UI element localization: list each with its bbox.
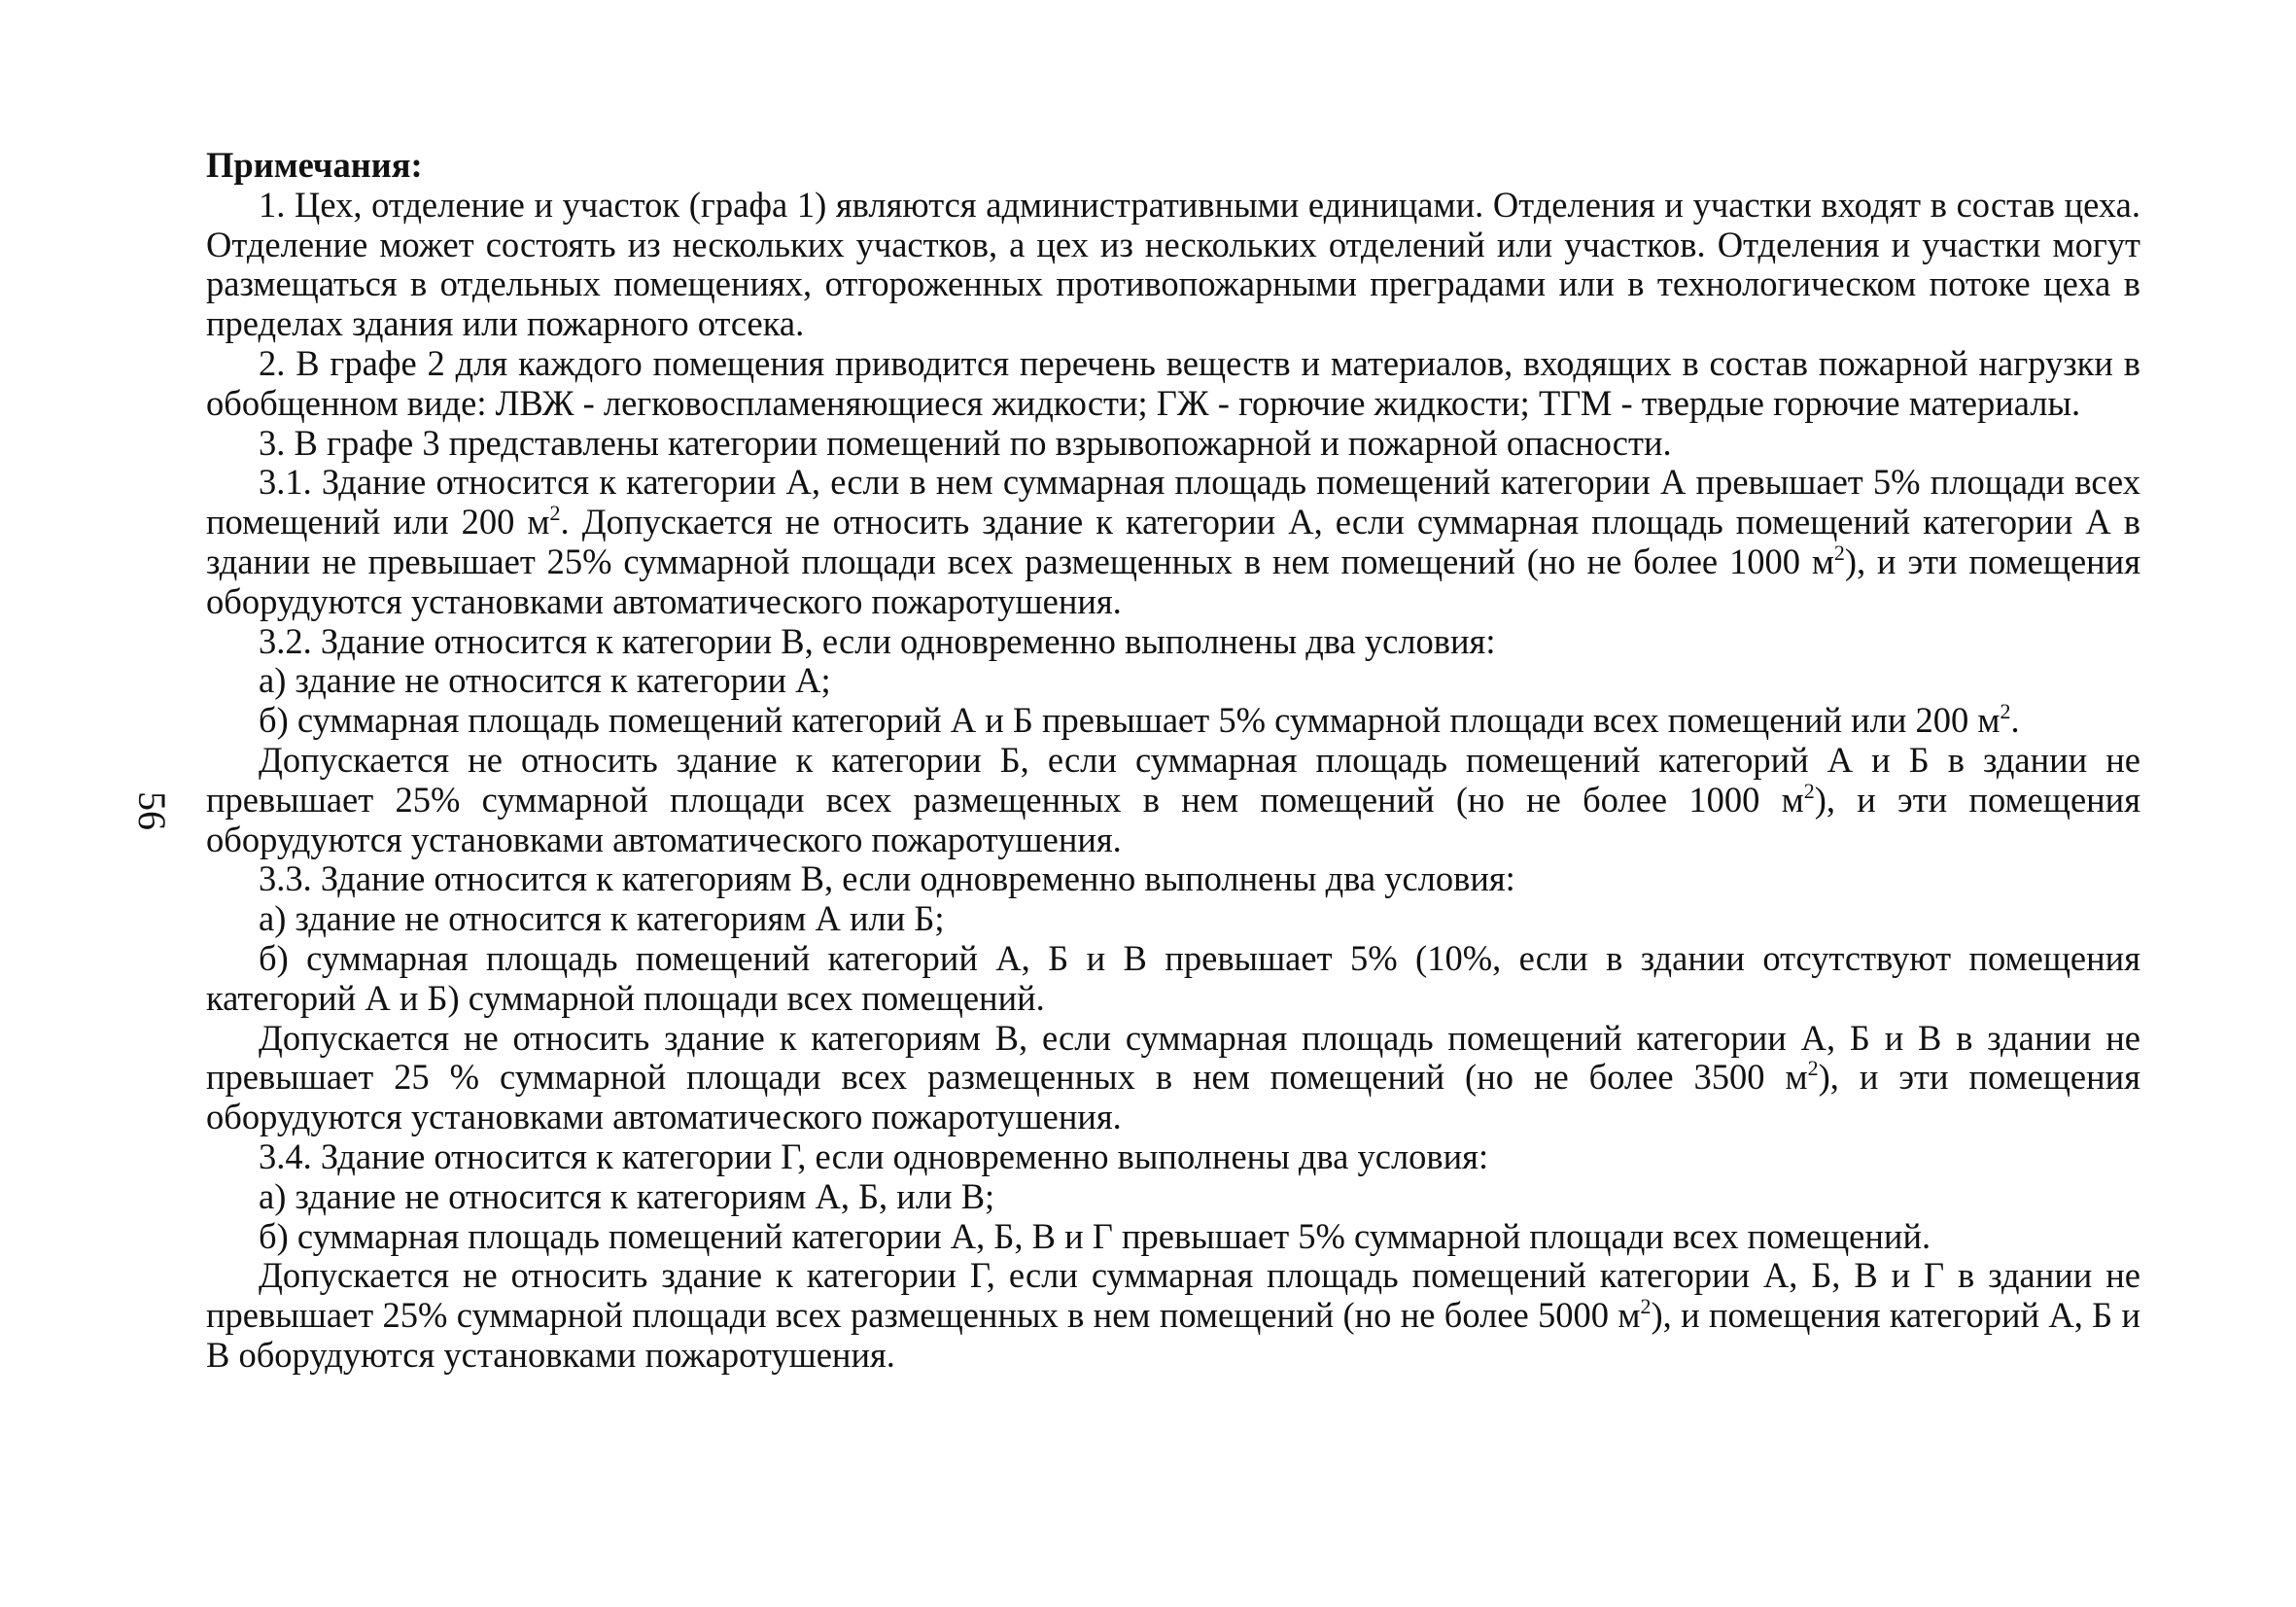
note-3-2-b <box>206 701 2140 741</box>
note-3-1 <box>206 463 2140 621</box>
note-3-4-b: б) суммарная площадь помещений категории А, Б, В и Г превышает 5% суммарной площади всех помещений. <box>259 1215 1931 1256</box>
note-3-2-b-text-b: . <box>2010 700 2020 741</box>
notes-title: Примечания: <box>206 145 423 185</box>
page-number: 56 <box>130 791 174 830</box>
note-3-3-b: б) суммарная площадь помещений категорий А, Б и В превышает 5% (10%, если в здании отсутствуют помещения категорий А и Б) суммарной площади всех помещений. <box>206 937 2140 1018</box>
note-3-3-exception-text-a: Допускается не относить здание к категориям В, если суммарная площадь помещений категории А, Б и В в здании не превышает 25 % суммарной площади всех размещенных в нем помещений (но не более 3500 м <box>206 1017 2140 1098</box>
note-3-1-text-b: . Допускается не относить здание к категории А, если суммарная площадь помещений категории А в здании не превышает 25% суммарной площади всех размещенных в нем помещений (но не более 1000 м <box>206 502 2141 581</box>
note-3-3-exception <box>206 1019 2140 1137</box>
note-3-1-sup-a: 2 <box>549 501 561 526</box>
note-3-4-exception-text-a: Допускается не относить здание к категории Г, если суммарная площадь помещений категории А, Б, В и Г в здании не превышает 25% суммарной площади всех размещенных в нем помещений (но не более 5000 м <box>206 1255 2140 1336</box>
note-3-4-exception <box>206 1256 2140 1375</box>
note-3-2-a: а) здание не относится к категории А; <box>259 660 831 701</box>
note-3-3-exception-sup: 2 <box>1807 1056 1819 1081</box>
note-3-2-exception <box>206 741 2140 859</box>
note-3-2-exception-text-b: ), и эти помещения оборудуются установками автоматического пожаротушения. <box>206 779 2140 859</box>
note-3-4-exception-text-b: ), и помещения категорий А, Б и В оборудуются установками пожаротушения. <box>206 1295 2140 1375</box>
note-3: 3. В графе 3 представлены категории помещений по взрывопожарной и пожарной опасности. <box>259 422 1672 463</box>
note-3-4-exception-sup: 2 <box>1640 1294 1652 1319</box>
note-3-3-exception-text-b: ), и эти помещения оборудуются установками автоматического пожаротушения. <box>206 1057 2140 1137</box>
note-3-1-text-a: 3.1. Здание относится к категории А, если в нем суммарная площадь помещений категории А превышает 5% площади всех помещений или 200 м <box>206 462 2140 542</box>
note-3-3-a: а) здание не относится к категориям А или Б; <box>259 898 945 939</box>
note-1: 1. Цех, отделение и участок (графа 1) являются административными единицами. Отделения и участки входят в состав цеха. Отделение может состоять из нескольких участков, а цех из нескольких отделений или участков. Отделения и участки могут размещаться в отдельных помещениях, отгороженных противопожарными преградами или в технологическом потоке цеха в пределах здания или пожарного отсека. <box>206 184 2140 344</box>
notes-block <box>206 146 2140 1376</box>
note-3-4-a: а) здание не относится к категориям А, Б, или В; <box>259 1175 995 1216</box>
note-3-2-exception-sup: 2 <box>1803 778 1815 803</box>
note-3-2-b-text-a: б) суммарная площадь помещений категорий А и Б превышает 5% суммарной площади всех помещений или 200 м <box>259 700 2000 741</box>
note-3-1-text-c: ), и эти помещения оборудуются установками автоматического пожаротушения. <box>206 541 2140 621</box>
note-3-3: 3.3. Здание относится к категориям В, если одновременно выполнены два условия: <box>259 858 1515 899</box>
note-3-2-b-sup: 2 <box>2000 699 2011 724</box>
note-2: 2. В графе 2 для каждого помещения приводится перечень веществ и материалов, входящих в состав пожарной нагрузки в обобщенном виде: ЛВЖ - легковоспламеняющиеся жидкости; ГЖ - горючие жидкости; ТГМ - твердые горючие материалы. <box>206 342 2140 423</box>
note-3-1-sup-b: 2 <box>1833 540 1845 565</box>
note-3-2: 3.2. Здание относится к категории В, если одновременно выполнены два условия: <box>259 620 1496 661</box>
note-3-4: 3.4. Здание относится к категории Г, если одновременно выполнены два условия: <box>259 1135 1489 1176</box>
note-3-2-exception-text-a: Допускается не относить здание к категории Б, если суммарная площадь помещений категорий А и Б в здании не превышает 25% суммарной площади всех размещенных в нем помещений (но не более 1000 м <box>206 739 2140 820</box>
